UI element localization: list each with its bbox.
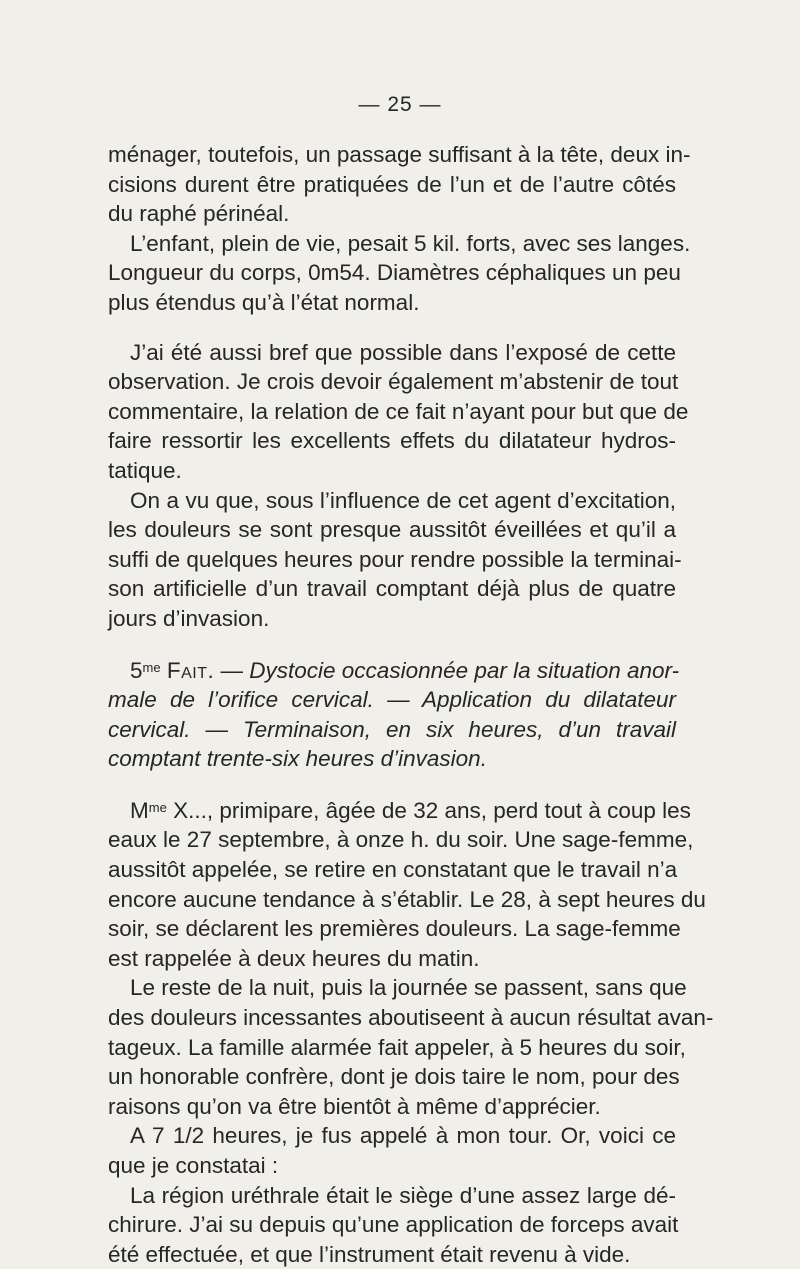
paragraph-6 xyxy=(108,796,706,974)
text-line: des douleurs incessantes aboutiseent à aucun résultat avan- xyxy=(108,1005,714,1031)
text-line: tatique. xyxy=(108,457,182,483)
text-line: Longueur du corps, 0m54. Diamètres céphaliques un peu xyxy=(108,260,681,286)
paragraph-8 xyxy=(108,1121,676,1180)
text-line: L’enfant, plein de vie, pesait 5 kil. forts, avec ses langes. xyxy=(130,230,691,256)
text-line: encore aucune tendance à s’établir. Le 28, à sept heures du xyxy=(108,886,706,912)
patient-line: X..., primipare, âgée de 32 ans, perd tout à coup les xyxy=(166,797,691,823)
text-line: soir, se déclarent les premières douleurs. La sage-femme xyxy=(108,916,681,942)
paragraph-3 xyxy=(108,338,689,486)
text-line: tageux. La famille alarmée fait appeler, à 5 heures du soir, xyxy=(108,1034,686,1060)
text-line: J’ai été aussi bref que possible dans l’exposé de cette xyxy=(130,339,676,365)
paragraph-4 xyxy=(108,486,682,634)
page-number: — 25 — xyxy=(358,93,442,116)
case-dash: — xyxy=(220,657,243,683)
paragraph-1 xyxy=(108,140,691,229)
patient-prefix: M xyxy=(130,797,149,823)
text-line: est rappelée à deux heures du matin. xyxy=(108,945,480,971)
text-line: cisions durent être pratiquées de l’un et de l’autre côtés xyxy=(108,171,676,197)
text-line: A 7 1/2 heures, je fus appelé à mon tour. Or, voici ce xyxy=(130,1123,676,1149)
text-line: faire ressortir les excellents effets du dilatateur hydros- xyxy=(108,428,676,454)
text-line: suffi de quelques heures pour rendre possible la terminai- xyxy=(108,546,682,572)
case-label: Fait. xyxy=(166,657,215,683)
text-line: La région uréthrale était le siège d’une assez large dé- xyxy=(130,1182,676,1208)
paragraph-7 xyxy=(108,973,714,1121)
text-line: un honorable confrère, dont je dois taire le nom, pour des xyxy=(108,1064,680,1090)
text-line: On a vu que, sous l’influence de cet agent d’excitation, xyxy=(130,487,676,513)
text-line: jours d’invasion. xyxy=(108,605,270,631)
case-title-line: comptant trente-six heures d’invasion. xyxy=(108,746,487,772)
case-title-line: cervical. — Terminaison, en six heures, d’un travail xyxy=(108,716,676,742)
case-heading-line-1 xyxy=(108,656,680,686)
text-line: son artificielle d’un travail comptant déjà plus de quatre xyxy=(108,576,676,602)
case-title-line: Dystocie occasionnée par la situation anor- xyxy=(249,657,680,683)
case-heading xyxy=(108,656,680,774)
text-line: du raphé périnéal. xyxy=(108,201,290,227)
case-number: 5 xyxy=(130,657,143,683)
body-text xyxy=(108,140,714,1269)
text-line: les douleurs se sont presque aussitôt éveillées et qu’il a xyxy=(108,517,676,543)
text-line: que je constatai : xyxy=(108,1153,279,1178)
case-title-line: male de l’orifice cervical. — Application du dilatateur xyxy=(108,687,676,713)
text-line: aussitôt appelée, se retire en constatant que le travail n’a xyxy=(108,857,678,883)
text-line: été effectuée, et que l’instrument était revenu à vide. xyxy=(108,1241,631,1267)
text-line xyxy=(108,796,691,826)
text-line: observation. Je crois devoir également m’abstenir de tout xyxy=(108,369,679,395)
text-line: raisons qu’on va être bientôt à même d’apprécier. xyxy=(108,1093,601,1119)
text-line: commentaire, la relation de ce fait n’ayant pour but que de xyxy=(108,398,689,424)
paragraph-9 xyxy=(108,1181,679,1269)
text-line: eaux le 27 septembre, à onze h. du soir. Une sage-femme, xyxy=(108,827,694,853)
text-line: Le reste de la nuit, puis la journée se passent, sans que xyxy=(130,975,687,1001)
paragraph-2 xyxy=(108,229,691,318)
text-line: ménager, toutefois, un passage suffisant à la tête, deux in- xyxy=(108,142,691,167)
text-line: chirure. J’ai su depuis qu’une application de forceps avait xyxy=(108,1212,679,1238)
text-line: plus étendus qu’à l’état normal. xyxy=(108,289,420,315)
case-number-suffix: me xyxy=(142,659,161,675)
patient-prefix-suffix: me xyxy=(148,799,167,815)
